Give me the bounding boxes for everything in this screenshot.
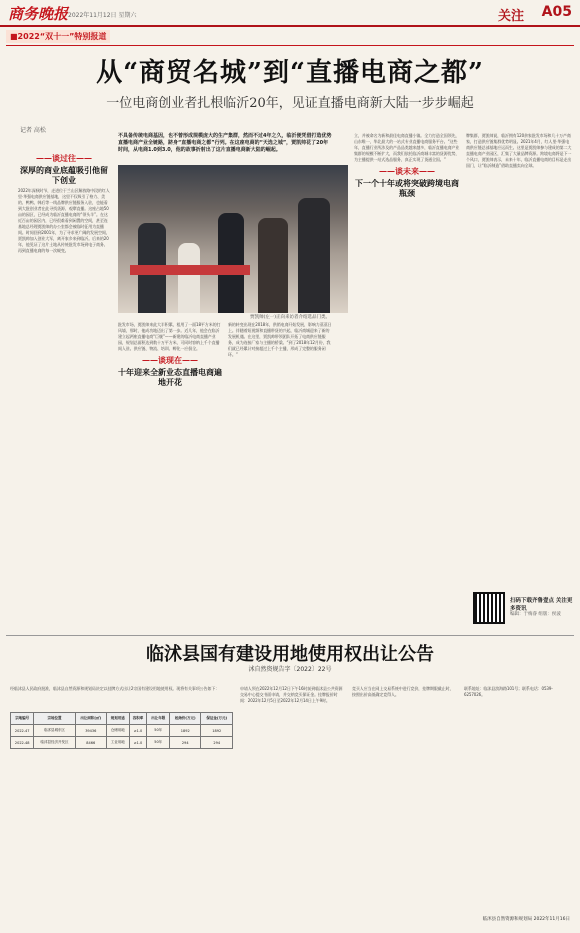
divider	[6, 45, 574, 46]
section-kicker: ——谈过往——	[36, 153, 92, 163]
table-cell: 临沭县城东区	[34, 725, 75, 737]
table-cell: ≥1.0	[129, 725, 147, 737]
body-text: 2022年深秋时节，走进位于兰山区解放路中段的红人里·华强电商供应链基地，这里不仅吸引了格力、美的、鸭鸭、韩后等一线品牌供应链服务入驻，也能看到大批创业者在此寻找货源、观摩直播。这座占地50亩的园区，已经成为临沂直播电商的“领头羊”。在这近百亩的园区内，已经很难看到闲置的空间，甚至连基地总经理贾凯帅的办公室都会被临时征用为直播间。时间回到2001年，为了寻求更广阔的发展空间，贾凯帅加入创业大军，离开家乡来到临沂。后来的20年，他见证了这片土地从传统批发市场到电子商务、再到直播电商的每一次蜕变。	[18, 188, 110, 253]
table-header: 宗地编号	[11, 713, 34, 725]
table-cell: 工业用地	[106, 737, 129, 749]
article-column-5	[466, 133, 572, 588]
table-cell: 临沭县经济开发区	[34, 737, 75, 749]
newspaper-logo: 商务晚报	[8, 5, 69, 23]
article-subhead: 一位电商创业者扎根临沂20年，见证直播电商新大陆一步步崛起	[106, 96, 474, 111]
column-tag: ■2022“双十一”特别报道	[6, 30, 110, 43]
editor-credits: 编辑：于梅睿 组版：侯波	[510, 612, 561, 617]
table-cell: 50年	[147, 725, 170, 737]
table-header: 起始价(万元)	[170, 713, 201, 725]
table-cell: 294	[170, 737, 201, 749]
article-lead: 不具备传统电商基因，也不曾形成规模庞大的生产集群，然而不过4年之久，临沂便凭借打造优势直播电商产业全链路，跻身“直播电商之都”行列。在这座电商的“天选之城”，贾凯帅花了20年时间，从电商1.0到3.0，他的故事折射出了这片直播电商新大陆的崛起。	[118, 133, 332, 153]
table-row	[11, 725, 233, 737]
notice-number: 沭自然资规告字〔2022〕22号	[248, 666, 332, 673]
article-column-2	[118, 322, 222, 628]
notice-text: 联系地址：临沭县滨海路101号；联系电话：0539-6257026。	[464, 686, 553, 697]
notice-intro: 经临沭县人民政府批准，临沭县自然资源和规划局决定以挂牌方式出让2宗国有建设用地使用权。现将有关事项公告如下：	[10, 686, 220, 691]
article-photo	[118, 165, 348, 313]
body-text: 立，并被命名为新和最佳电商直播小镇。全力打造全国领先，山东唯一，华北最大的一站式专业直播电商服务平台。“这些年，直播行业所涉及的产品品类越来越多，临沂直播电商产业集群的规模不断扩大，而我们依托临沂商城丰富的货源优势，为主播提供一站式选品服务，真正实现了货通全国。”	[354, 133, 460, 162]
article-column-1	[18, 150, 110, 628]
notice-text: 申请人须在2022年12月12日下午16时前到临沭县公共资源交易中心提交书面申请，并交纳竞买保证金。挂牌报价时间：2022年12月5日至2022年12月14日上午9时。	[240, 686, 343, 703]
section-kicker: ——谈现在——	[142, 355, 198, 365]
section-kicker: ——谈未来——	[379, 166, 435, 176]
table-cell: 294	[201, 737, 233, 749]
article-column-3	[228, 322, 332, 628]
article-column-4	[354, 133, 460, 628]
notice-signoff	[483, 916, 570, 922]
table-header: 保证金(万元)	[201, 713, 233, 725]
table-cell: 2022-48	[11, 737, 34, 749]
body-text: 牌集群，贾凯帅说，临沂拥有120余家批发市场和几十万产商家，打造供应链集群优势明显。2021年4月，红人里·华强电商供应链总部基地应运而生。这里是贾凯帅参与建成的第二大直播电商产业园区，汇集了大量品牌资源。跨境电商将是下一个风口，贾凯帅表示，未来十年，临沂直播电商的目标是走出国门，让“临沂制造”借助直播卖向全球。	[466, 133, 572, 168]
notice-issuer: 临沭县自然资源和规划局	[482, 917, 533, 922]
qr-caption: 扫码下载齐鲁壹点 关注更多资讯	[510, 598, 573, 612]
table-cell: 仓储用地	[106, 725, 129, 737]
table-header: 容积率	[129, 713, 147, 725]
table-row	[11, 737, 233, 749]
notice-date: 2022年11月16日	[533, 917, 570, 922]
body-text: 新的转变出现在2018年，供销电商开始发展，影响力蒸蒸日上。伴随着短视频和直播带货的兴起，临沂商城迎来了新的发展机遇。在这里，贾凯帅带领团队开拓了电商供应链服务，成为连接厂家与主播的桥梁。“到了2018年12月份，我们就已经累计对接超过上千个主播，形成了完整的服务闭环。”	[228, 322, 332, 357]
photo-caption: 贾凯帅(左一)正向来访者介绍选品门类。	[250, 315, 331, 320]
table-cell: 2022-47	[11, 725, 34, 737]
table-header: 宗地位置	[34, 713, 75, 725]
notice-text: 竞买人应当在网上交易系统中进行竞价，挂牌期限截止时，按照出价高低确定竞得人。	[352, 686, 454, 697]
notice-table	[10, 712, 233, 749]
table-cell: 39436	[75, 725, 106, 737]
table-cell: ≥1.0	[129, 737, 147, 749]
section-title: 下一个十年或将突破跨境电商瓶颈	[355, 178, 459, 198]
table-header: 规划用途	[106, 713, 129, 725]
table-cell: 50年	[147, 737, 170, 749]
section-label: 关注	[497, 9, 524, 24]
page-number: A05	[541, 4, 572, 20]
table-cell: 8466	[75, 737, 106, 749]
section-title: 十年迎来全新业态直播电商遍地开花	[118, 367, 222, 387]
section-title: 深厚的商业底蕴吸引他留下创业	[20, 165, 108, 185]
table-header-row	[11, 713, 233, 725]
divider	[6, 635, 574, 636]
article-headline: 从“商贸名城”到“直播电商之都”	[96, 58, 484, 88]
body-text: 批发市场，贾凯帅来此大半积累，租用了一面18平方米的打风墙，那时，他成功地迈出了第一步。近几年，他会在临沂建立起两座直播电商“巨舰”——新建的临沂电商直播产业园，规划总面积达到数十万平方米，可同时容纳上千个直播间入驻。供应链、物流、培训、孵化一应俱全。	[118, 322, 221, 351]
masthead	[0, 0, 580, 27]
qr-code[interactable]	[473, 592, 505, 624]
dateline: 2022年11月12日 星期六	[68, 12, 137, 19]
table-header: 出让年限	[147, 713, 170, 725]
byline: 记者 高松	[20, 127, 46, 134]
table-cell: 1892	[170, 725, 201, 737]
table-header: 出让面积(㎡)	[75, 713, 106, 725]
table-cell: 1892	[201, 725, 233, 737]
notice-title: 临沭县国有建设用地使用权出让公告	[146, 644, 434, 665]
